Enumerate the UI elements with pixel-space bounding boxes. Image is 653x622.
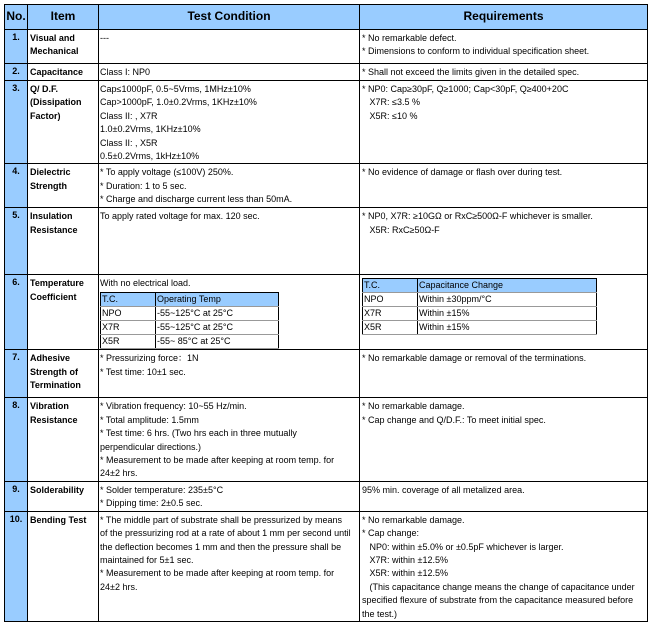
requirement-line: X5R: within ±12.5% [362, 568, 448, 579]
item-line: Coefficient [30, 291, 77, 302]
sub-table-header-cell: Operating Temp [156, 292, 279, 306]
requirements-cell [360, 81, 648, 164]
item-cell [28, 30, 99, 64]
test-line: Cap≤1000pF, 0.5~5Vrms, 1MHz±10% [100, 84, 251, 94]
test-line: * The middle part of substrate shall be pressurized by means [100, 514, 342, 525]
requirements-cell [360, 64, 648, 81]
sub-table-row [363, 293, 597, 307]
requirement-line: 95% min. coverage of all metalized area. [362, 484, 525, 495]
test-condition-cell [99, 511, 360, 621]
item-line: Visual and [30, 33, 75, 43]
sub-table-cell: X7R [101, 320, 156, 334]
item-line: Bending Test [30, 514, 87, 525]
test-line: To apply rated voltage for max. 120 sec. [100, 211, 260, 222]
test-condition-cell [99, 398, 360, 481]
requirement-line: NP0: within ±5.0% or ±0.5pF whichever is larger. [362, 541, 564, 552]
sub-table-cell: -55~125°C at 25°C [156, 320, 279, 334]
requirement-line: X5R: RxC≥50Ω-F [362, 224, 440, 235]
table-row [5, 398, 648, 481]
item-cell [28, 275, 99, 350]
item-line: Termination [30, 380, 81, 391]
sub-table-cell: Within ±15% [418, 307, 597, 321]
sub-table-header-row [363, 279, 597, 293]
test-line: 24±2 hrs. [100, 468, 138, 479]
row-number: 6. [5, 275, 28, 350]
test-line: maintained for 5±1 sec. [100, 554, 194, 565]
item-cell [28, 208, 99, 275]
requirement-line: * Cap change and Q/D.F.: To meet initial spec. [362, 414, 546, 425]
item-line: Resistance [30, 414, 78, 425]
table-row [5, 30, 648, 64]
test-condition-cell [99, 81, 360, 164]
test-line: 24±2 hrs. [100, 581, 138, 592]
sub-table-cell: X7R [363, 307, 418, 321]
test-line: * Solder temperature: 235±5°C [100, 484, 224, 495]
item-line: Resistance [30, 224, 78, 235]
requirement-line: * No remarkable damage. [362, 401, 465, 412]
item-cell [28, 350, 99, 398]
test-operating-temp-table [100, 292, 279, 349]
item-line: Factor) [30, 110, 61, 121]
item-cell [28, 398, 99, 481]
sub-table-header-cell: Capacitance Change [418, 279, 597, 293]
item-line: Solderability [30, 484, 85, 495]
test-line: * Test time: 10±1 sec. [100, 366, 186, 377]
header-no: No. [5, 5, 28, 30]
table-row [5, 481, 648, 511]
row-number: 7. [5, 350, 28, 398]
sub-table-header-row [101, 292, 279, 306]
requirements-cell [360, 30, 648, 64]
requirements-cell [360, 208, 648, 275]
sub-table-row [101, 334, 279, 348]
requirement-line: (This capacitance change means the change of capacitance under [362, 581, 635, 592]
test-line: Cap>1000pF, 1.0±0.2Vrms, 1KHz±10% [100, 97, 257, 108]
test-line: * Measurement to be made after keeping at room temp. for [100, 455, 335, 466]
item-line: Adhesive [30, 353, 71, 364]
sub-table-header-cell: T.C. [101, 292, 156, 306]
sub-table-cell: X5R [101, 334, 156, 348]
item-cell [28, 481, 99, 511]
test-condition-cell [99, 481, 360, 511]
requirement-line: * NP0, X7R: ≥10GΩ or RxC≥500Ω-F whichever is smaller. [362, 211, 593, 222]
test-line: Class II: , X5R [100, 137, 158, 148]
test-line: With no electrical load. [100, 278, 191, 289]
test-line: Class II: , X7R [100, 110, 158, 121]
requirement-line: specified flexure of substrate from the capacitance measured before [362, 595, 634, 606]
sub-table-row [101, 320, 279, 334]
item-cell [28, 511, 99, 621]
test-line: * Dipping time: 2±0.5 sec. [100, 498, 203, 509]
item-line: Insulation [30, 211, 73, 222]
test-line: * Duration: 1 to 5 sec. [100, 180, 187, 191]
test-condition-cell [99, 164, 360, 208]
requirements-cell [360, 275, 648, 350]
sub-table-cell: -55~ 85°C at 25°C [156, 334, 279, 348]
table-row [5, 350, 648, 398]
sub-table-cell: Within ±15% [418, 321, 597, 335]
header-test-condition: Test Condition [99, 5, 360, 30]
test-line: the deflection becomes 1 mm and then the pressure shall be [100, 541, 342, 552]
sub-table-cell: NPO [101, 306, 156, 320]
table-row [5, 208, 648, 275]
requirement-line: the test.) [362, 608, 398, 619]
item-line: Dielectric [30, 167, 71, 178]
test-line: Class I: NP0 [100, 67, 151, 77]
row-number: 10. [5, 511, 28, 621]
sub-table-cell: Within ±30ppm/°C [418, 293, 597, 307]
test-line: * Charge and discharge current less than 50mA. [100, 194, 293, 205]
table-row [5, 164, 648, 208]
row-number: 2. [5, 64, 28, 81]
requirement-line: * Cap change: [362, 528, 420, 539]
requirement-line: * Shall not exceed the limits given in the detailed spec. [362, 67, 580, 77]
requirements-cell [360, 481, 648, 511]
item-line: Temperature [30, 278, 84, 289]
row-number: 4. [5, 164, 28, 208]
row-number: 1. [5, 30, 28, 64]
requirements-cell [360, 398, 648, 481]
test-line: * Total amplitude: 1.5mm [100, 414, 199, 425]
sub-table-cell: -55~125°C at 25°C [156, 306, 279, 320]
sub-table-header-cell: T.C. [363, 279, 418, 293]
item-line: Capacitance [30, 67, 84, 77]
requirements-cell [360, 350, 648, 398]
test-condition-cell [99, 208, 360, 275]
test-condition-cell [99, 350, 360, 398]
requirement-line: * Dimensions to conform to individual specification sheet. [362, 46, 590, 57]
sub-table-cell: NPO [363, 293, 418, 307]
sub-table-row [363, 321, 597, 335]
sub-table-row [363, 307, 597, 321]
requirement-line: X7R: ≤3.5 % [362, 97, 420, 108]
test-line: * Pressurizing force：1N [100, 353, 199, 364]
test-line: of the pressurizing rod at a rate of about 1 mm per second until [100, 528, 351, 539]
test-line: perpendicular directions.) [100, 441, 202, 452]
header-item: Item [28, 5, 99, 30]
requirements-cell [360, 164, 648, 208]
test-line: --- [100, 33, 109, 43]
row-number: 9. [5, 481, 28, 511]
item-cell [28, 81, 99, 164]
requirement-line: X5R: ≤10 % [362, 110, 418, 121]
test-line: * To apply voltage (≤100V) 250%. [100, 167, 234, 178]
req-capacitance-change-table [362, 278, 597, 335]
requirement-line: X7R: within ±12.5% [362, 554, 448, 565]
item-line: Mechanical [30, 46, 79, 57]
requirements-cell [360, 511, 648, 621]
test-line: * Vibration frequency: 10~55 Hz/min. [100, 401, 247, 412]
test-condition-cell [99, 64, 360, 81]
header-row [5, 5, 648, 30]
requirement-line: * NP0: Cap≥30pF, Q≥1000; Cap<30pF, Q≥400+20C [362, 84, 569, 94]
item-line: (Dissipation [30, 97, 82, 108]
test-condition-cell [99, 30, 360, 64]
test-line: * Measurement to be made after keeping at room temp. for [100, 568, 335, 579]
row-number: 5. [5, 208, 28, 275]
item-line: Strength [30, 180, 67, 191]
test-line: 0.5±0.2Vrms, 1kHz±10% [100, 151, 200, 162]
table-row [5, 64, 648, 81]
requirement-line: * No evidence of damage or flash over during test. [362, 167, 563, 178]
table-row [5, 81, 648, 164]
requirement-line: * No remarkable damage or removal of the terminations. [362, 353, 587, 364]
sub-table-cell: X5R [363, 321, 418, 335]
sub-table-row [101, 306, 279, 320]
table-row [5, 511, 648, 621]
test-condition-cell [99, 275, 360, 350]
item-line: Strength of [30, 366, 78, 377]
test-spec-table [4, 4, 648, 622]
test-line: 1.0±0.2Vrms, 1KHz±10% [100, 124, 201, 135]
requirement-line: * No remarkable damage. [362, 514, 465, 525]
header-requirements: Requirements [360, 5, 648, 30]
row-number: 3. [5, 81, 28, 164]
item-cell [28, 64, 99, 81]
row-number: 8. [5, 398, 28, 481]
test-line: * Test time: 6 hrs. (Two hrs each in three mutually [100, 428, 297, 439]
item-line: Q/ D.F. [30, 84, 59, 94]
requirement-line: * No remarkable defect. [362, 33, 457, 43]
item-line: Vibration [30, 401, 69, 412]
table-row [5, 275, 648, 350]
item-cell [28, 164, 99, 208]
